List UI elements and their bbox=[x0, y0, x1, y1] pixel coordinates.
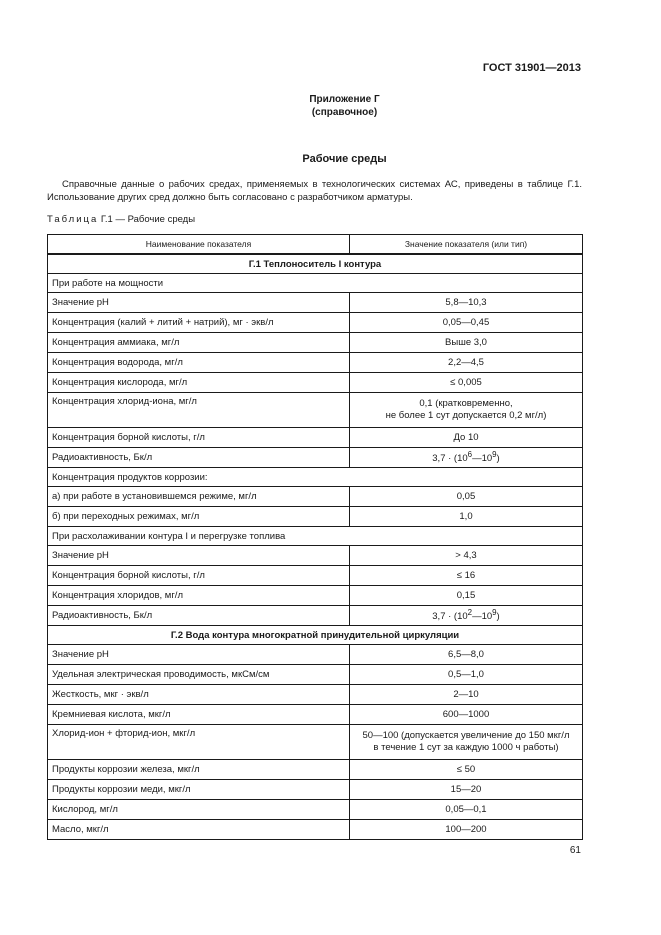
parameter-value bbox=[350, 606, 583, 626]
table-row bbox=[48, 546, 583, 566]
parameter-value: ≤ 16 bbox=[350, 566, 583, 586]
table-row bbox=[48, 645, 583, 665]
parameter-value: До 10 bbox=[350, 428, 583, 448]
parameter-name: Концентрация водорода, мг/л bbox=[48, 353, 350, 373]
table-row bbox=[48, 665, 583, 685]
table-header-row bbox=[48, 235, 583, 255]
value-line: 50—100 (допускается увеличение до 150 мкг/л bbox=[362, 730, 570, 741]
section-row bbox=[48, 626, 583, 645]
page-heading: Рабочие среды bbox=[302, 153, 387, 165]
parameter-value: 0,05—0,1 bbox=[350, 800, 583, 820]
parameter-value: Выше 3,0 bbox=[350, 333, 583, 353]
exponent: 9 bbox=[492, 450, 497, 460]
parameter-value: 2—10 bbox=[350, 685, 583, 705]
parameter-value bbox=[350, 448, 583, 468]
group-row bbox=[48, 468, 583, 487]
value-close: ) bbox=[496, 611, 500, 623]
value-range: —10 bbox=[472, 453, 493, 465]
group-label: Концентрация продуктов коррозии: bbox=[48, 468, 583, 487]
table-row bbox=[48, 428, 583, 448]
parameter-value: > 4,3 bbox=[350, 546, 583, 566]
parameter-name: Жесткость, мкг · экв/л bbox=[48, 685, 350, 705]
parameter-name: Радиоактивность, Бк/л bbox=[48, 448, 350, 468]
exponent: 6 bbox=[467, 450, 473, 460]
value-range: —10 bbox=[472, 611, 493, 623]
table-caption bbox=[47, 214, 195, 225]
section-title: Г.2 Вода контура многократной принудительной циркуляции bbox=[48, 626, 583, 645]
appendix-title-block bbox=[0, 93, 661, 119]
table-row bbox=[48, 760, 583, 780]
parameter-value: 1,0 bbox=[350, 507, 583, 527]
section-row bbox=[48, 254, 583, 274]
standard-code: ГОСТ 31901—2013 bbox=[482, 62, 581, 74]
table-row bbox=[48, 705, 583, 725]
parameter-value: 100—200 bbox=[350, 820, 583, 840]
group-label: При работе на мощности bbox=[48, 274, 583, 293]
intro-paragraph: Справочные данные о рабочих средах, применяемых в технологических системах АС, приведены в таблице Г.1. Использование других сред должно быть согласовано с разработчиком арматуры. bbox=[47, 179, 582, 203]
table-row bbox=[48, 685, 583, 705]
parameter-value: 0,05 bbox=[350, 487, 583, 507]
value-base: 3,7 · (10 bbox=[432, 611, 468, 623]
parameter-name: Продукты коррозии меди, мкг/л bbox=[48, 780, 350, 800]
section-title: Г.1 Теплоноситель I контура bbox=[48, 254, 583, 274]
parameter-value bbox=[350, 393, 583, 428]
value-base: 3,7 · (10 bbox=[432, 453, 468, 465]
parameter-name: Кремниевая кислота, мкг/л bbox=[48, 705, 350, 725]
table-row bbox=[48, 373, 583, 393]
table-caption-prefix: Таблица bbox=[47, 214, 99, 225]
value-line: не более 1 сут допускается 0,2 мг/л) bbox=[385, 410, 547, 421]
parameter-name: Концентрация хлоридов, мг/л bbox=[48, 586, 350, 606]
parameter-name: Значение pH bbox=[48, 645, 350, 665]
table-row bbox=[48, 606, 583, 626]
parameter-name: Радиоактивность, Бк/л bbox=[48, 606, 350, 626]
table-row bbox=[48, 333, 583, 353]
parameter-value: ≤ 50 bbox=[350, 760, 583, 780]
value-line: в течение 1 сут за каждую 1000 ч работы) bbox=[373, 742, 559, 753]
parameter-value: 600—1000 bbox=[350, 705, 583, 725]
table-row bbox=[48, 313, 583, 333]
parameter-name: Удельная электрическая проводимость, мкСм/см bbox=[48, 665, 350, 685]
parameter-name: Концентрация борной кислоты, г/л bbox=[48, 428, 350, 448]
appendix-title: Приложение Г bbox=[309, 94, 380, 105]
column-header-name: Наименование показателя bbox=[48, 235, 350, 255]
table-row bbox=[48, 393, 583, 428]
parameter-value bbox=[350, 725, 583, 760]
parameter-value: 0,5—1,0 bbox=[350, 665, 583, 685]
working-media-table bbox=[47, 234, 583, 840]
parameter-name: Концентрация (калий + литий + натрий), мг · экв/л bbox=[48, 313, 350, 333]
parameter-value: 5,8—10,3 bbox=[350, 293, 583, 313]
parameter-name: б) при переходных режимах, мг/л bbox=[48, 507, 350, 527]
parameter-value: 6,5—8,0 bbox=[350, 645, 583, 665]
parameter-name: Кислород, мг/л bbox=[48, 800, 350, 820]
table-caption-text: Г.1 — Рабочие среды bbox=[100, 214, 196, 225]
table-row bbox=[48, 487, 583, 507]
appendix-subtitle: (справочное) bbox=[311, 107, 378, 118]
group-row bbox=[48, 274, 583, 293]
parameter-value: ≤ 0,005 bbox=[350, 373, 583, 393]
table-row bbox=[48, 353, 583, 373]
parameter-name: Концентрация аммиака, мг/л bbox=[48, 333, 350, 353]
table-row bbox=[48, 448, 583, 468]
table-row bbox=[48, 725, 583, 760]
group-label: При расхолаживании контура I и перегрузке топлива bbox=[48, 527, 583, 546]
table-row bbox=[48, 586, 583, 606]
table-row bbox=[48, 566, 583, 586]
table-row bbox=[48, 820, 583, 840]
table-row bbox=[48, 780, 583, 800]
parameter-value: 2,2—4,5 bbox=[350, 353, 583, 373]
parameter-name: Значение pH bbox=[48, 293, 350, 313]
parameter-value: 0,15 bbox=[350, 586, 583, 606]
parameter-name: Концентрация борной кислоты, г/л bbox=[48, 566, 350, 586]
group-row bbox=[48, 527, 583, 546]
exponent: 9 bbox=[492, 608, 497, 618]
table-row bbox=[48, 293, 583, 313]
page-number: 61 bbox=[569, 845, 581, 856]
exponent: 2 bbox=[467, 608, 473, 618]
parameter-value: 15—20 bbox=[350, 780, 583, 800]
parameter-name: Масло, мкг/л bbox=[48, 820, 350, 840]
column-header-value: Значение показателя (или тип) bbox=[350, 235, 583, 255]
table-row bbox=[48, 800, 583, 820]
parameter-name: Продукты коррозии железа, мкг/л bbox=[48, 760, 350, 780]
parameter-name: Концентрация хлорид-иона, мг/л bbox=[48, 393, 350, 428]
parameter-name: а) при работе в установившемся режиме, мг/л bbox=[48, 487, 350, 507]
value-close: ) bbox=[496, 453, 500, 465]
value-line: 0,1 (кратковременно, bbox=[419, 398, 513, 409]
parameter-name: Концентрация кислорода, мг/л bbox=[48, 373, 350, 393]
parameter-value: 0,05—0,45 bbox=[350, 313, 583, 333]
parameter-name: Хлорид-ион + фторид-ион, мкг/л bbox=[48, 725, 350, 760]
parameter-name: Значение pH bbox=[48, 546, 350, 566]
table-row bbox=[48, 507, 583, 527]
